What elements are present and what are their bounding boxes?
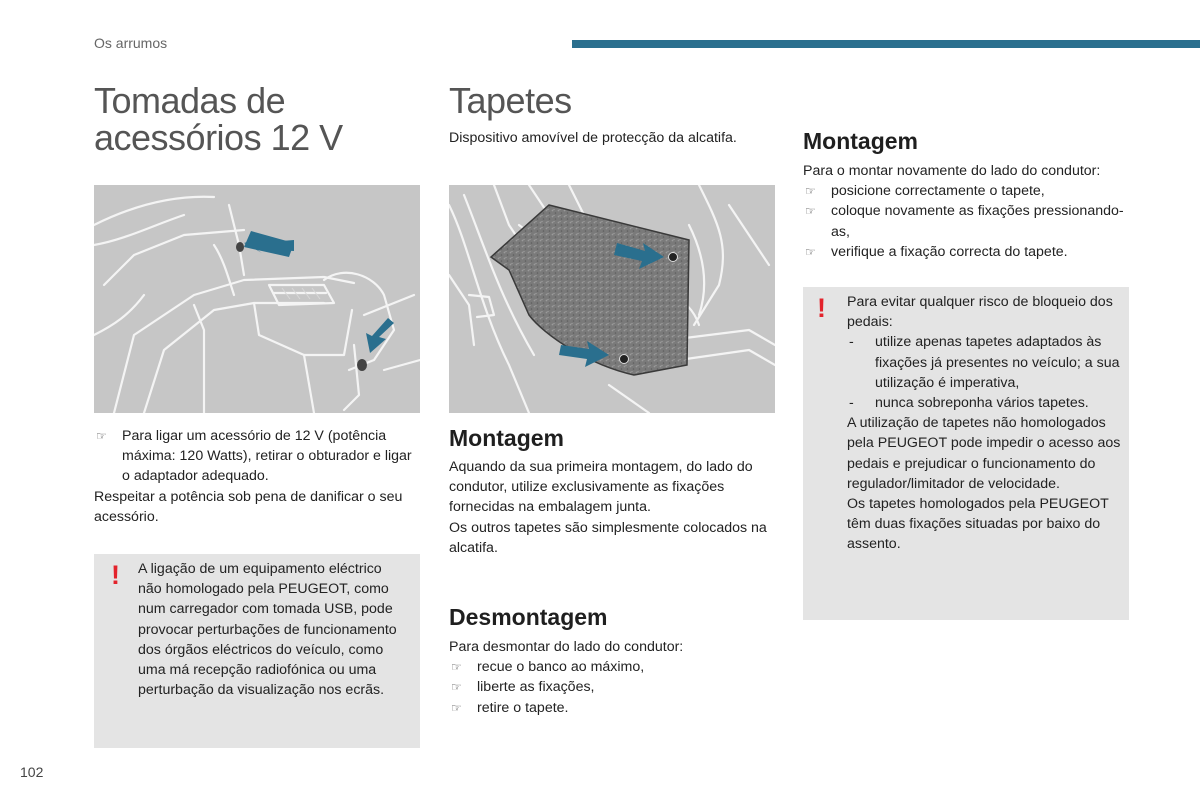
pointing-hand-icon: ☞ xyxy=(805,204,816,219)
list-item: - nunca sobreponha vários tapetes. xyxy=(847,393,1123,413)
page-title-mats: Tapetes xyxy=(449,80,572,121)
pointing-hand-icon: ☞ xyxy=(451,680,462,695)
accessory-warning-box xyxy=(94,554,420,748)
pointing-hand-icon: ☞ xyxy=(805,184,816,199)
list-item: ☞ verifique a fixação correcta do tapete. xyxy=(803,242,1133,262)
desmontagem-intro: Para desmontar do lado do condutor: xyxy=(449,639,684,655)
list-item: ☞ coloque novamente as fixações pressionando-as, xyxy=(805,203,1124,240)
warning-paragraph-1: A utilização de tapetes não homologados pela PEUGEOT pode impedir o acesso aos pedais e prejudicar o funcionamento do regulador/limitador de velocidade. xyxy=(847,415,1121,492)
remontagem-bullet-list xyxy=(803,181,1133,262)
remontagem-heading: Montagem xyxy=(803,128,918,154)
list-item: ☞ Para ligar um acessório de 12 V (potência máxima: 120 Watts), retirar o obturador e ligar o adaptador adequado. xyxy=(96,428,412,485)
mats-warning-box xyxy=(803,287,1129,620)
title-line-2: acessórios 12 V xyxy=(94,117,343,158)
accessory-instructions xyxy=(94,426,420,527)
list-item: ☞ liberte as fixações, xyxy=(449,677,775,697)
desmontagem-text xyxy=(449,637,775,718)
mats-intro: Dispositivo amovível de protecção da alcatifa. xyxy=(449,130,737,146)
list-item: ☞ recue o banco ao máximo, xyxy=(449,657,775,677)
montagem-text xyxy=(449,457,779,558)
warning-icon: ! xyxy=(817,293,826,323)
section-label: Os arrumos xyxy=(94,35,168,51)
accessory-warning-text: A ligação de um equipamento eléctrico não homologado pela PEUGEOT, como num carregador com tomada USB, pode provocar perturbações de funcionamento dos órgãos eléctricos do veículo, como uma má recepção radiofónica ou uma perturbação da visualização nos ecrãs. xyxy=(138,561,397,699)
pointing-hand-icon: ☞ xyxy=(96,429,107,443)
accessory-note: Respeitar a potência sob pena de danificar o seu acessório. xyxy=(94,488,403,525)
pointing-hand-icon: ☞ xyxy=(451,700,462,715)
title-line-1: Tomadas de xyxy=(94,80,286,121)
page-number: 102 xyxy=(20,764,44,780)
page-title-accessory-sockets xyxy=(94,82,343,156)
desmontagem-bullet-list xyxy=(449,657,775,718)
dash-marker: - xyxy=(849,334,854,351)
warning-intro: Para evitar qualquer risco de bloqueio dos pedais: xyxy=(847,294,1113,331)
desmontagem-heading: Desmontagem xyxy=(449,604,608,630)
warning-paragraph-2: Os tapetes homologados pela PEUGEOT têm duas fixações situadas por baixo do assento. xyxy=(847,496,1109,553)
remontagem-text xyxy=(803,161,1133,262)
list-item: - utilize apenas tapetes adaptados às fixações já presentes no veículo; a sua utilização é imperativa, xyxy=(849,334,1120,391)
dash-marker: - xyxy=(849,395,854,412)
pointing-hand-icon: ☞ xyxy=(805,244,816,259)
accessory-socket-illustration xyxy=(94,185,420,413)
montagem-paragraph-1: Aquando da sua primeira montagem, do lado do condutor, utilize exclusivamente as fixações fornecidas na embalagem junta. xyxy=(449,459,753,516)
warning-dash-list xyxy=(847,332,1123,413)
remontagem-intro: Para o montar novamente do lado do condutor: xyxy=(803,163,1101,179)
list-item: ☞ retire o tapete. xyxy=(449,698,775,718)
accessory-bullet-list xyxy=(94,426,420,487)
list-item: ☞ posicione correctamente o tapete, xyxy=(803,181,1133,201)
floor-mat-illustration xyxy=(449,185,775,413)
pointing-hand-icon: ☞ xyxy=(451,660,462,675)
montagem-heading: Montagem xyxy=(449,425,564,451)
montagem-paragraph-2: Os outros tapetes são simplesmente colocados na alcatifa. xyxy=(449,519,767,556)
header-rule xyxy=(572,40,1200,48)
mats-warning-text xyxy=(847,292,1123,555)
warning-icon: ! xyxy=(111,560,120,590)
